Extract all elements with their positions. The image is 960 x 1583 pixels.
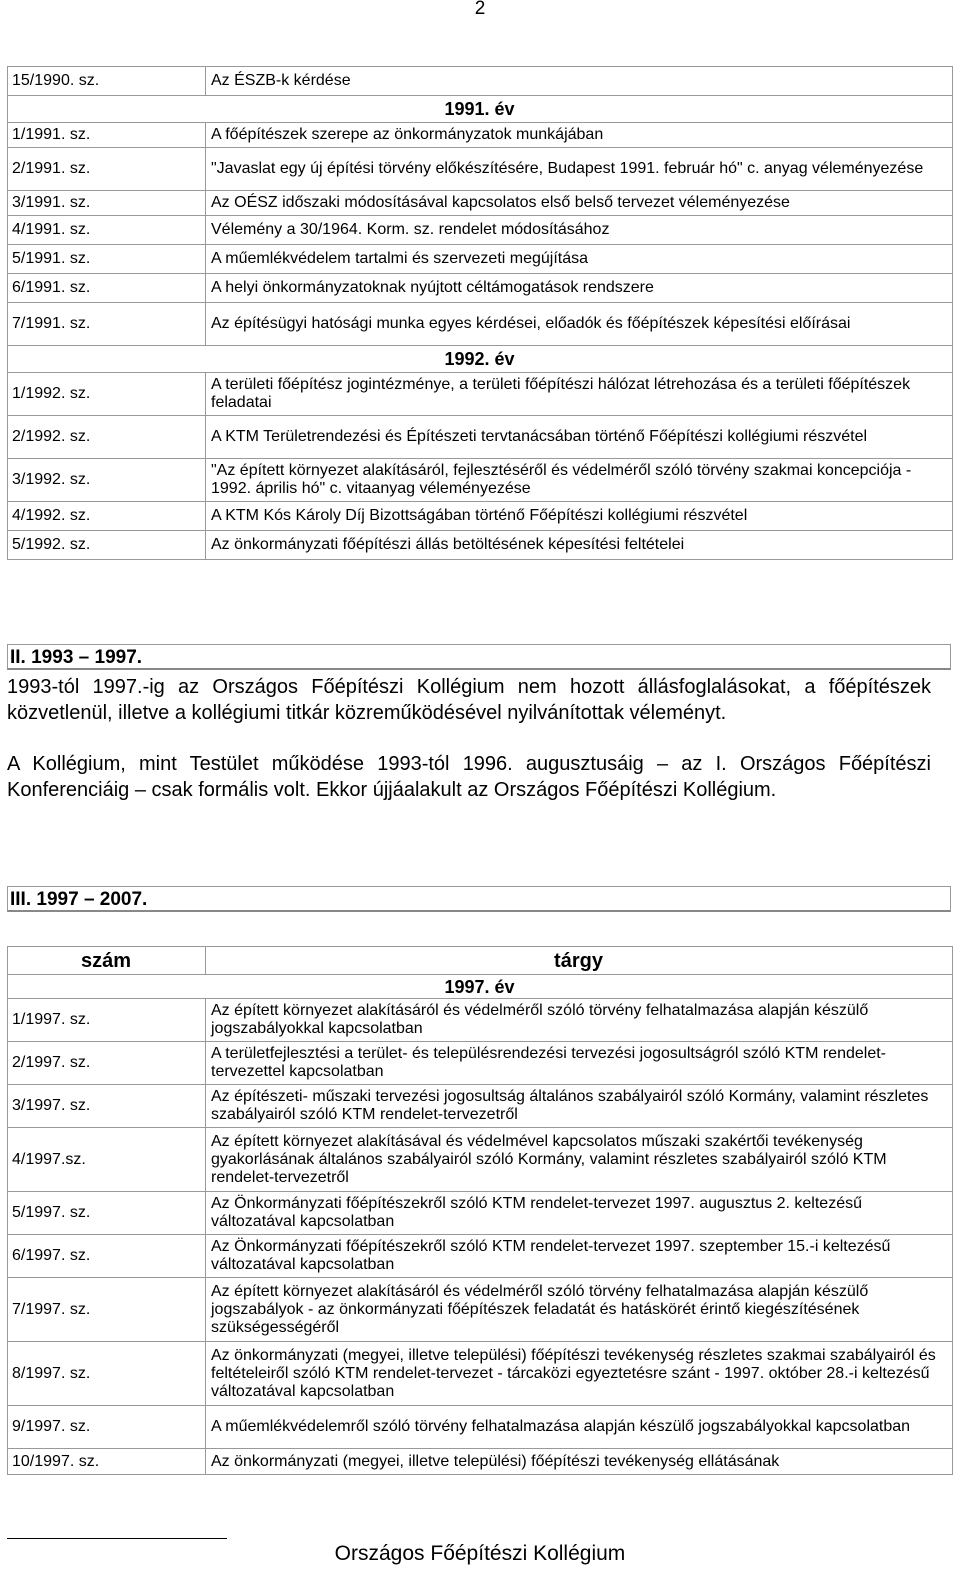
table-row (8, 531, 953, 560)
decision-number: 5/1997. sz. (8, 1192, 206, 1235)
decision-number: 5/1992. sz. (8, 531, 206, 560)
table-row (8, 148, 953, 191)
page-number: 2 (474, 0, 486, 19)
decision-subject: A területfejlesztési a terület- és településrendezési tervezési jogosultságról szóló KTM rendelet-tervezettel kapcsolatban (206, 1042, 953, 1085)
decision-subject: A műemlékvédelem tartalmi és szervezeti megújítása (206, 245, 953, 274)
table-row (8, 67, 953, 96)
decision-number: 5/1991. sz. (8, 245, 206, 274)
decision-subject: Az Önkormányzati főépítészekről szóló KTM rendelet-tervezet 1997. augusztus 2. keltezésű változatával kapcsolatban (206, 1192, 953, 1235)
header-num: szám (8, 947, 206, 975)
table-row (8, 502, 953, 531)
decision-subject: "Az épített környezet alakításáról, fejlesztéséről és védelméről szóló törvény szakmai koncepciója - 1992. április hó" c. vitaanyag véleményezése (206, 459, 953, 502)
decision-number: 4/1991. sz. (8, 216, 206, 245)
decision-number: 1/1991. sz. (8, 123, 206, 148)
decision-number: 4/1992. sz. (8, 502, 206, 531)
decision-subject: A KTM Területrendezési és Építészeti tervtanácsában történő Főépítészi kollégiumi részvétel (206, 416, 953, 459)
decision-number: 10/1997. sz. (8, 1449, 206, 1475)
footer-text: Országos Főépítészi Kollégium (334, 1542, 626, 1565)
table-row (8, 1042, 953, 1085)
decision-number: 7/1997. sz. (8, 1278, 206, 1342)
decision-subject: Az épített környezet alakításáról és védelméről szóló törvény felhatalmazása alapján készülő jogszabályok - az önkormányzati főépítészek feladatát és hatáskörét érintő kiegészítésének szükségességéről (206, 1278, 953, 1342)
table-row (8, 1235, 953, 1278)
decision-subject: Az ÉSZB-k kérdése (206, 67, 953, 96)
table-row (8, 416, 953, 459)
decision-subject: Az önkormányzati (megyei, illetve települési) főépítészi tevékenység ellátásának (206, 1449, 953, 1475)
year-label: 1992. év (8, 346, 953, 373)
decisions-table-1991-1992 (7, 66, 953, 560)
decision-subject: Az önkormányzati főépítészi állás betöltésének képesítési feltételei (206, 531, 953, 560)
table-row (8, 373, 953, 416)
table-row (8, 191, 953, 216)
decision-number: 8/1997. sz. (8, 1342, 206, 1406)
decision-number: 2/1991. sz. (8, 148, 206, 191)
table-row (8, 1449, 953, 1475)
decision-number: 3/1991. sz. (8, 191, 206, 216)
table-header-row (8, 947, 953, 975)
decision-subject: Az épített környezet alakításáról és védelméről szóló törvény felhatalmazása alapján készülő jogszabályokkal kapcsolatban (206, 999, 953, 1042)
decision-subject: Az épített környezet alakításával és védelmével kapcsolatos műszaki szakértői tevékenység gyakorlásának általános szabályairól szóló Kormány, valamint részletes szabályairól szóló KTM rendelet-tervezetről (206, 1128, 953, 1192)
table-row (8, 123, 953, 148)
decision-subject: Az önkormányzati (megyei, illetve települési) főépítészi tevékenység részletes szakmai szabályairól és feltételeiről szóló KTM rendelet-tervezet - tárcaközi egyeztetésre szánt - 1997. október 28.-i keltezésű változatával kapcsolatban (206, 1342, 953, 1406)
decision-subject: Az OÉSZ időszaki módosításával kapcsolatos első belső tervezet véleményezése (206, 191, 953, 216)
section-heading-1997-2007: III. 1997 – 2007. (7, 886, 951, 912)
table-row (8, 1128, 953, 1192)
decision-subject: A KTM Kós Károly Díj Bizottságában történő Főépítészi kollégiumi részvétel (206, 502, 953, 531)
table-row (8, 216, 953, 245)
decision-subject: A főépítészek szerepe az önkormányzatok munkájában (206, 123, 953, 148)
year-row (8, 975, 953, 999)
decision-subject: A területi főépítész jogintézménye, a területi főépítészi hálózat létrehozása és a területi főépítészek feladatai (206, 373, 953, 416)
decision-number: 6/1997. sz. (8, 1235, 206, 1278)
decision-number: 7/1991. sz. (8, 303, 206, 346)
table-row (8, 274, 953, 303)
decision-number: 2/1997. sz. (8, 1042, 206, 1085)
table-row (8, 999, 953, 1042)
decision-number: 3/1997. sz. (8, 1085, 206, 1128)
section-heading-1993-1997: II. 1993 – 1997. (7, 644, 951, 670)
table-row (8, 1342, 953, 1406)
decision-number: 6/1991. sz. (8, 274, 206, 303)
decision-number: 1/1997. sz. (8, 999, 206, 1042)
decision-subject: "Javaslat egy új építési törvény előkészítésére, Budapest 1991. február hó" c. anyag véleményezése (206, 148, 953, 191)
decision-subject: A műemlékvédelemről szóló törvény felhatalmazása alapján készülő jogszabályokkal kapcsolatban (206, 1406, 953, 1449)
decision-subject: Az Önkormányzati főépítészekről szóló KTM rendelet-tervezet 1997. szeptember 15.-i keltezésű változatával kapcsolatban (206, 1235, 953, 1278)
decision-number: 15/1990. sz. (8, 67, 206, 96)
decision-number: 2/1992. sz. (8, 416, 206, 459)
year-row (8, 96, 953, 123)
decision-subject: A helyi önkormányzatoknak nyújtott céltámogatások rendszere (206, 274, 953, 303)
decision-number: 9/1997. sz. (8, 1406, 206, 1449)
table-row (8, 303, 953, 346)
decision-number: 3/1992. sz. (8, 459, 206, 502)
header-subject: tárgy (206, 947, 953, 975)
decision-subject: Az építésügyi hatósági munka egyes kérdései, előadók és főépítészek képesítési előírásai (206, 303, 953, 346)
table-row (8, 1278, 953, 1342)
decision-number: 1/1992. sz. (8, 373, 206, 416)
table-row (8, 1192, 953, 1235)
table-row (8, 1406, 953, 1449)
section2-paragraph-2: A Kollégium, mint Testület működése 1993-tól 1996. augusztusáig – az I. Országos Főépítészi Konferenciáig – csak formális volt. Ekkor újjáalakult az Országos Főépítészi Kollégium. (7, 753, 931, 801)
year-row (8, 346, 953, 373)
decisions-table-1997 (7, 946, 953, 1475)
table-row (8, 1085, 953, 1128)
year-label: 1991. év (8, 96, 953, 123)
decision-subject: Vélemény a 30/1964. Korm. sz. rendelet módosításához (206, 216, 953, 245)
table-row (8, 459, 953, 502)
decision-number: 4/1997.sz. (8, 1128, 206, 1192)
table-row (8, 245, 953, 274)
section2-paragraph-1: 1993-tól 1997.-ig az Országos Főépítészi Kollégium nem hozott állásfoglalásokat, a főépítészek közvetlenül, illetve a kollégiumi titkár közreműködésével nyilvánítottak véleményt. (7, 676, 931, 724)
year-label: 1997. év (8, 975, 953, 999)
footer-rule (7, 1538, 227, 1539)
decision-subject: Az építészeti- műszaki tervezési jogosultság általános szabályairól szóló Kormány, valamint részletes szabályairól szóló KTM rendelet-tervezetről (206, 1085, 953, 1128)
